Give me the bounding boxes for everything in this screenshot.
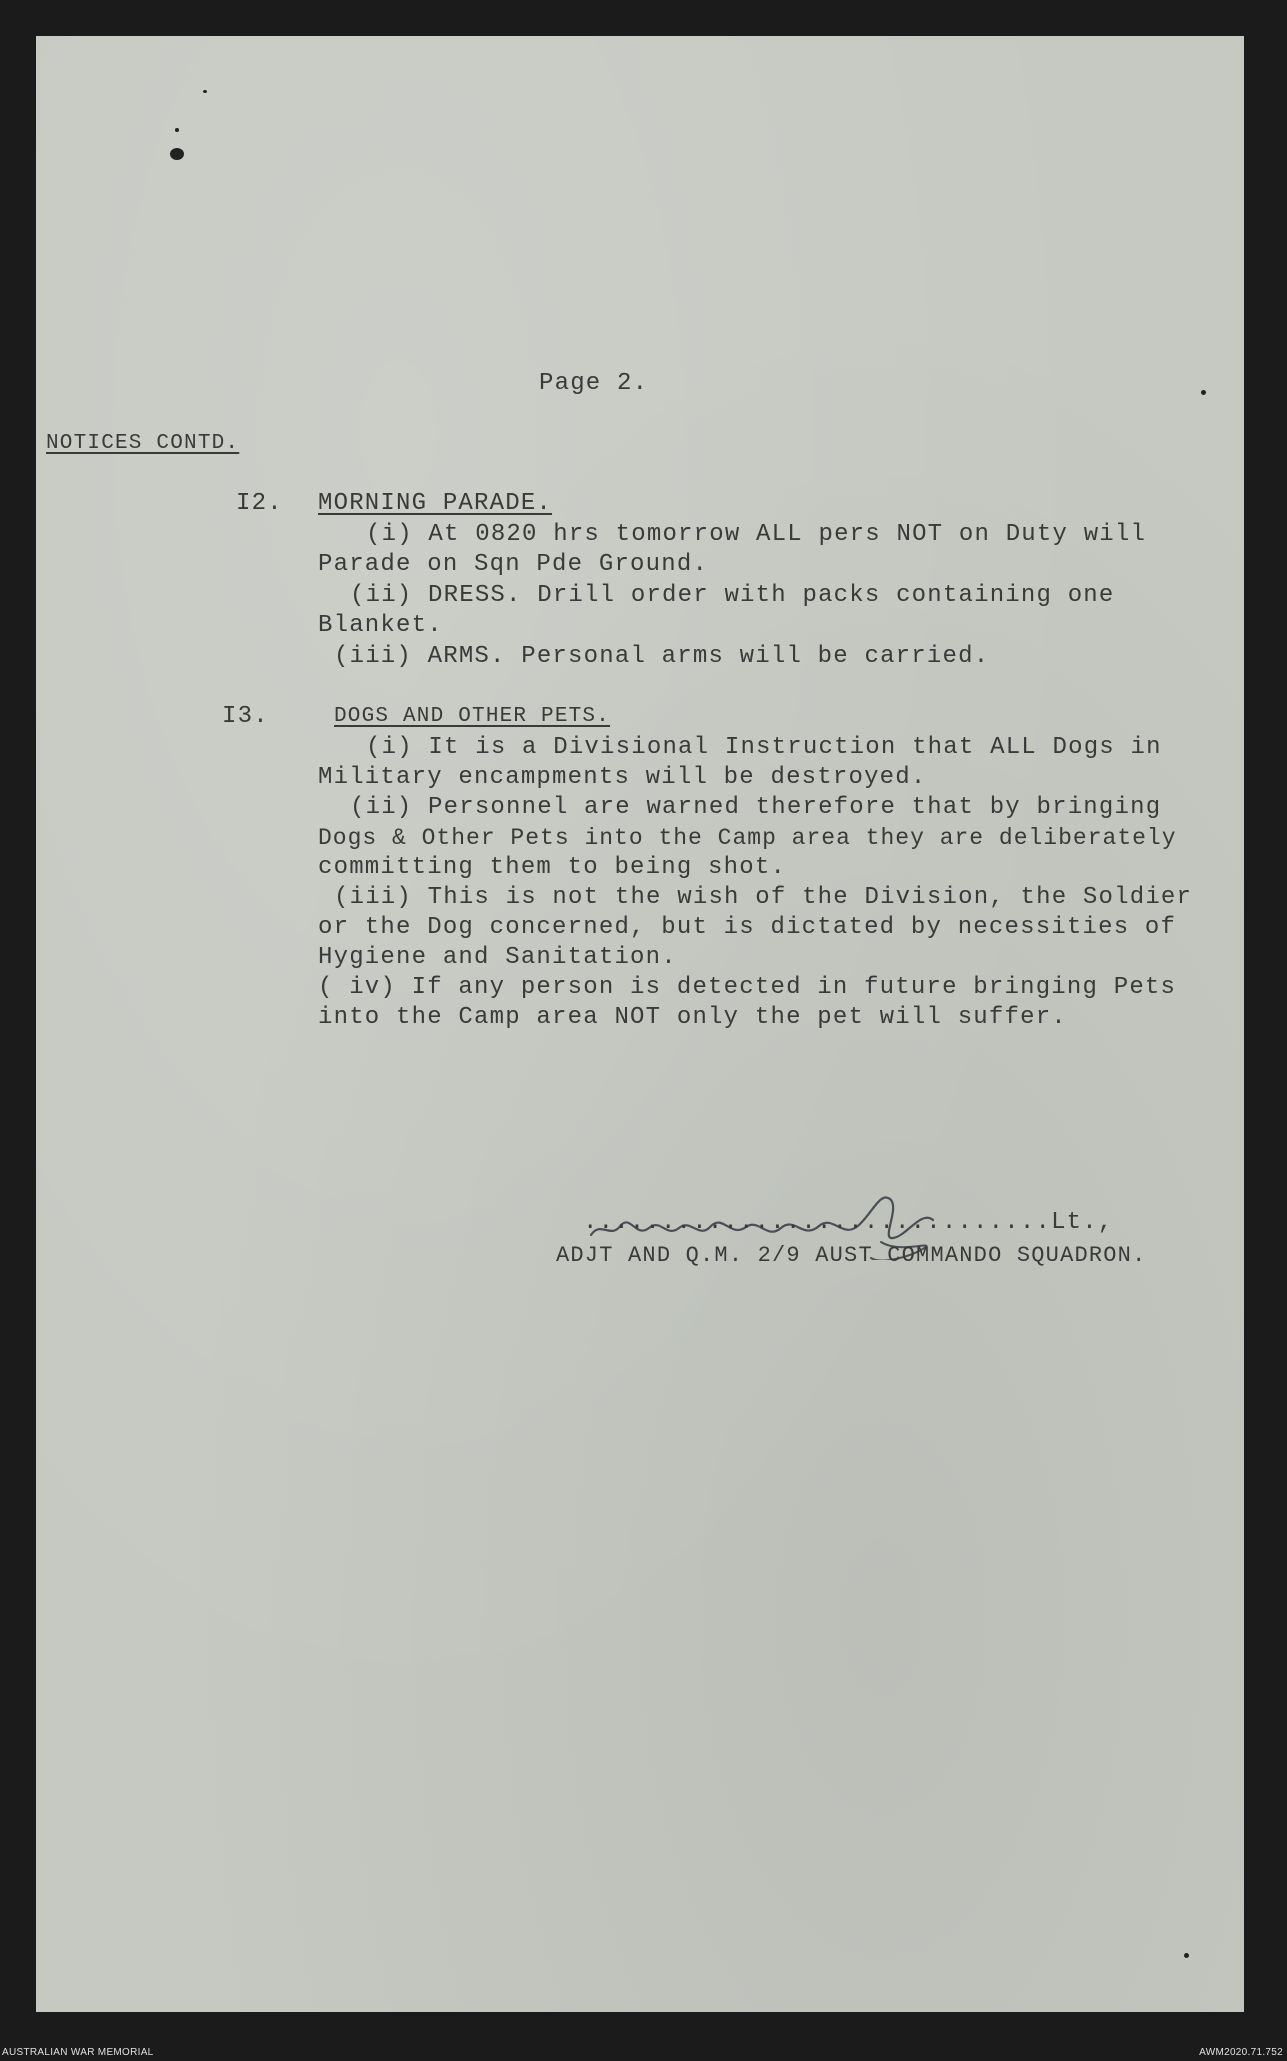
signature-line: ..............................Lt.,: [583, 1209, 1114, 1236]
item-line: (iii) This is not the wish of the Division, the Soldier: [334, 884, 1193, 911]
item-line: (ii) DRESS. Drill order with packs containing one: [350, 582, 1115, 609]
item-line: (ii) Personnel are warned therefore that by bringing: [350, 794, 1162, 821]
item-line: Hygiene and Sanitation.: [318, 944, 677, 971]
item-line: Dogs & Other Pets into the Camp area they are deliberately: [318, 825, 1177, 851]
paper-mark: [175, 128, 179, 132]
footer-accession-number: AWM2020.71.752: [1199, 2047, 1283, 2058]
item-line: or the Dog concerned, but is dictated by necessities of: [318, 914, 1177, 941]
paper-mark: [1201, 390, 1206, 395]
notices-heading: NOTICES CONTD.: [46, 432, 240, 455]
item-title: DOGS AND OTHER PETS.: [334, 705, 611, 728]
paper-mark: [170, 148, 184, 160]
item-line: (i) At 0820 hrs tomorrow ALL pers NOT on Duty will: [366, 521, 1147, 548]
paper-mark: [1184, 1953, 1189, 1958]
item-line: into the Camp area NOT only the pet will suffer.: [318, 1004, 1067, 1031]
item-number: I3.: [222, 703, 269, 730]
item-line: Blanket.: [318, 612, 443, 639]
paper-mark: [203, 90, 207, 93]
item-line: ( iv) If any person is detected in future bringing Pets: [318, 974, 1177, 1001]
signature-title: ADJT AND Q.M. 2/9 AUST COMMANDO SQUADRON.: [556, 1243, 1147, 1268]
item-title: MORNING PARADE.: [318, 490, 553, 517]
page-number: Page 2.: [539, 370, 649, 397]
item-line: (iii) ARMS. Personal arms will be carried.: [334, 643, 990, 670]
item-line: Military encampments will be destroyed.: [318, 764, 927, 791]
footer-credit: AUSTRALIAN WAR MEMORIAL: [2, 2047, 154, 2058]
item-line: committing them to being shot.: [318, 854, 787, 881]
item-line: (i) It is a Divisional Instruction that ALL Dogs in: [366, 734, 1162, 761]
item-line: Parade on Sqn Pde Ground.: [318, 551, 709, 578]
item-number: I2.: [236, 490, 283, 517]
document-page: [36, 36, 1244, 2012]
